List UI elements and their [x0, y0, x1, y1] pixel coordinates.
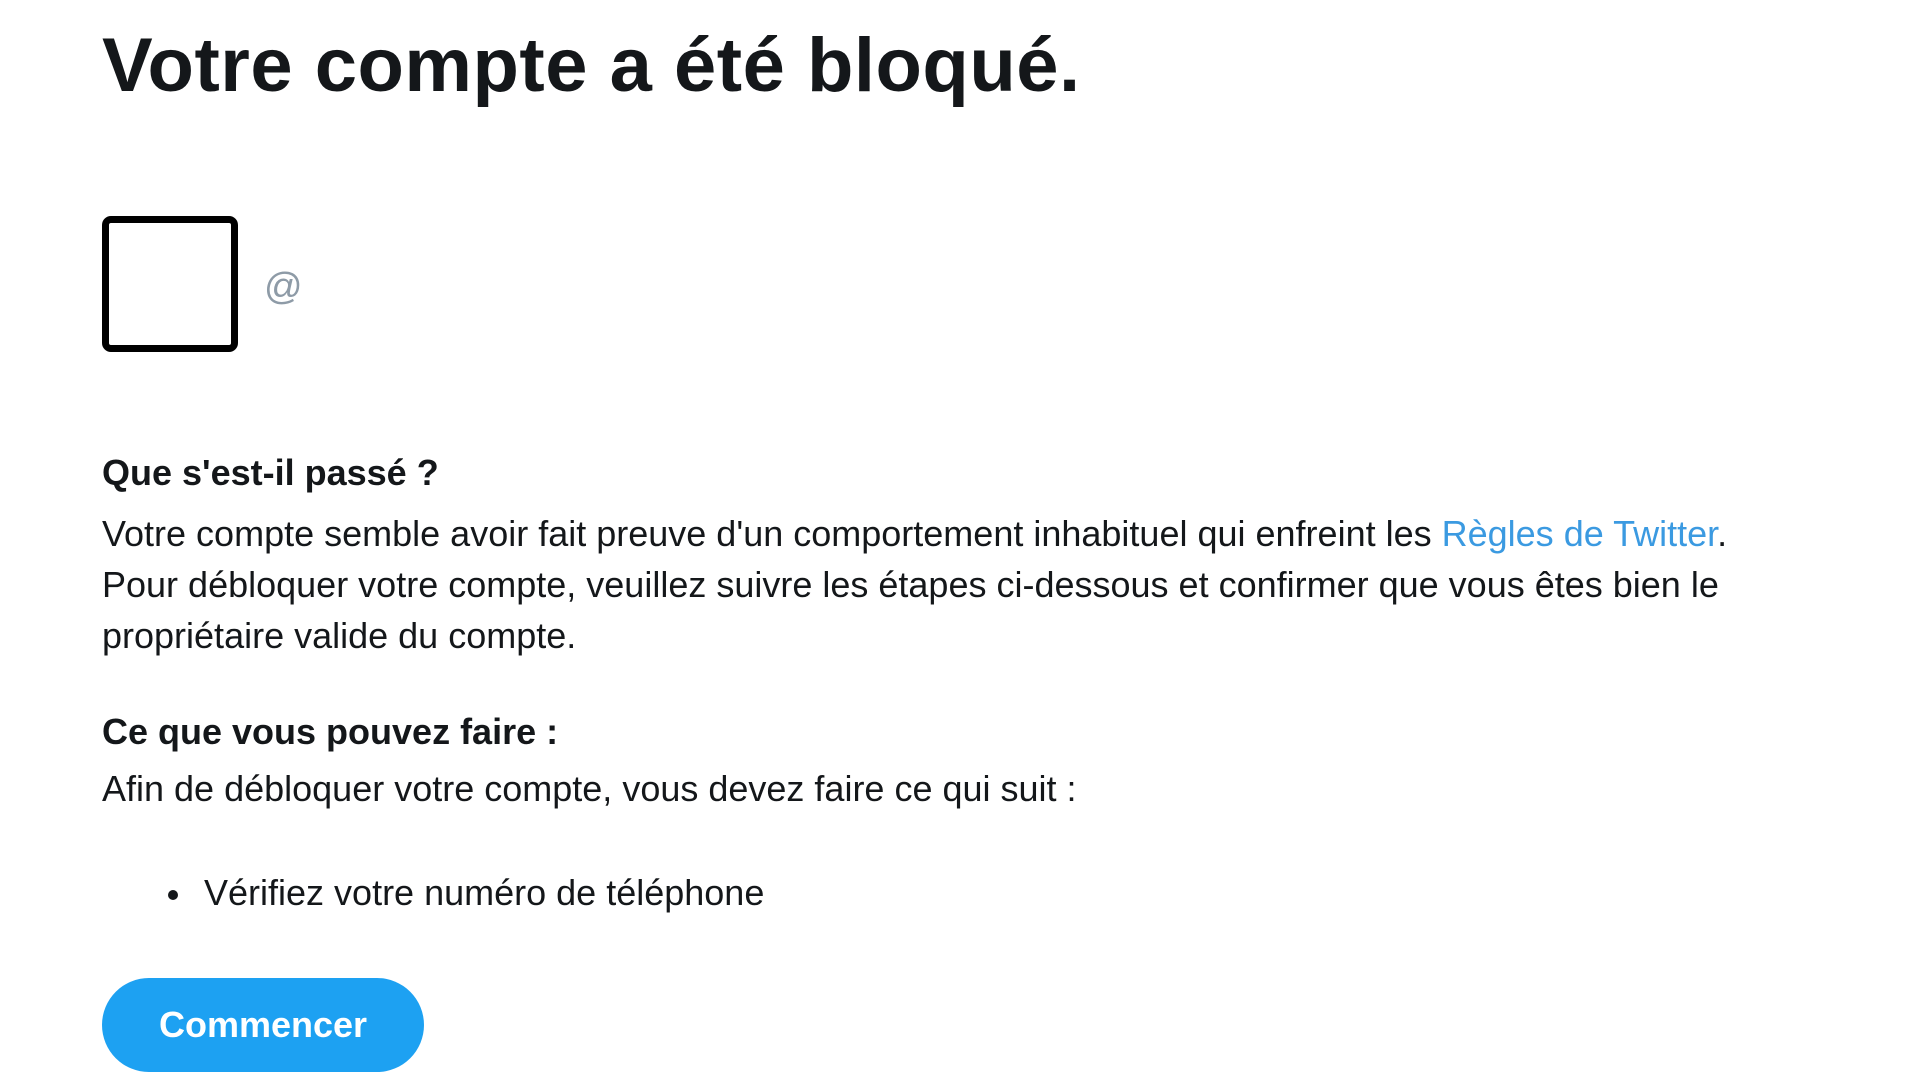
what-to-do-heading: Ce que vous pouvez faire :	[102, 711, 559, 752]
account-handle	[264, 266, 303, 309]
what-happened-text	[102, 508, 1782, 661]
account-summary	[102, 216, 702, 352]
start-button[interactable]: Commencer	[102, 978, 424, 1072]
steps-list	[168, 872, 764, 914]
avatar	[102, 216, 238, 352]
handle-prefix: @	[264, 266, 303, 308]
step-verify-phone	[168, 872, 764, 914]
explanation-text-start: Votre compte semble avoir fait preuve d'un comportement inhabituel qui enfreint les	[102, 513, 1442, 554]
instructions-text: Afin de débloquer votre compte, vous devez faire ce qui suit :	[102, 768, 1077, 809]
what-happened-heading: Que s'est-il passé ?	[102, 452, 439, 493]
page-title: Votre compte a été bloqué.	[102, 23, 1081, 108]
step-label: Vérifiez votre numéro de téléphone	[204, 872, 765, 913]
bullet-icon	[168, 890, 178, 900]
twitter-rules-link[interactable]: Règles de Twitter	[1441, 513, 1718, 554]
explanation-text-end: . Pour débloquer votre compte, veuillez suivre les étapes ci-dessous et confirmer que vous êtes bien le propriétaire valide du compte.	[102, 513, 1728, 656]
